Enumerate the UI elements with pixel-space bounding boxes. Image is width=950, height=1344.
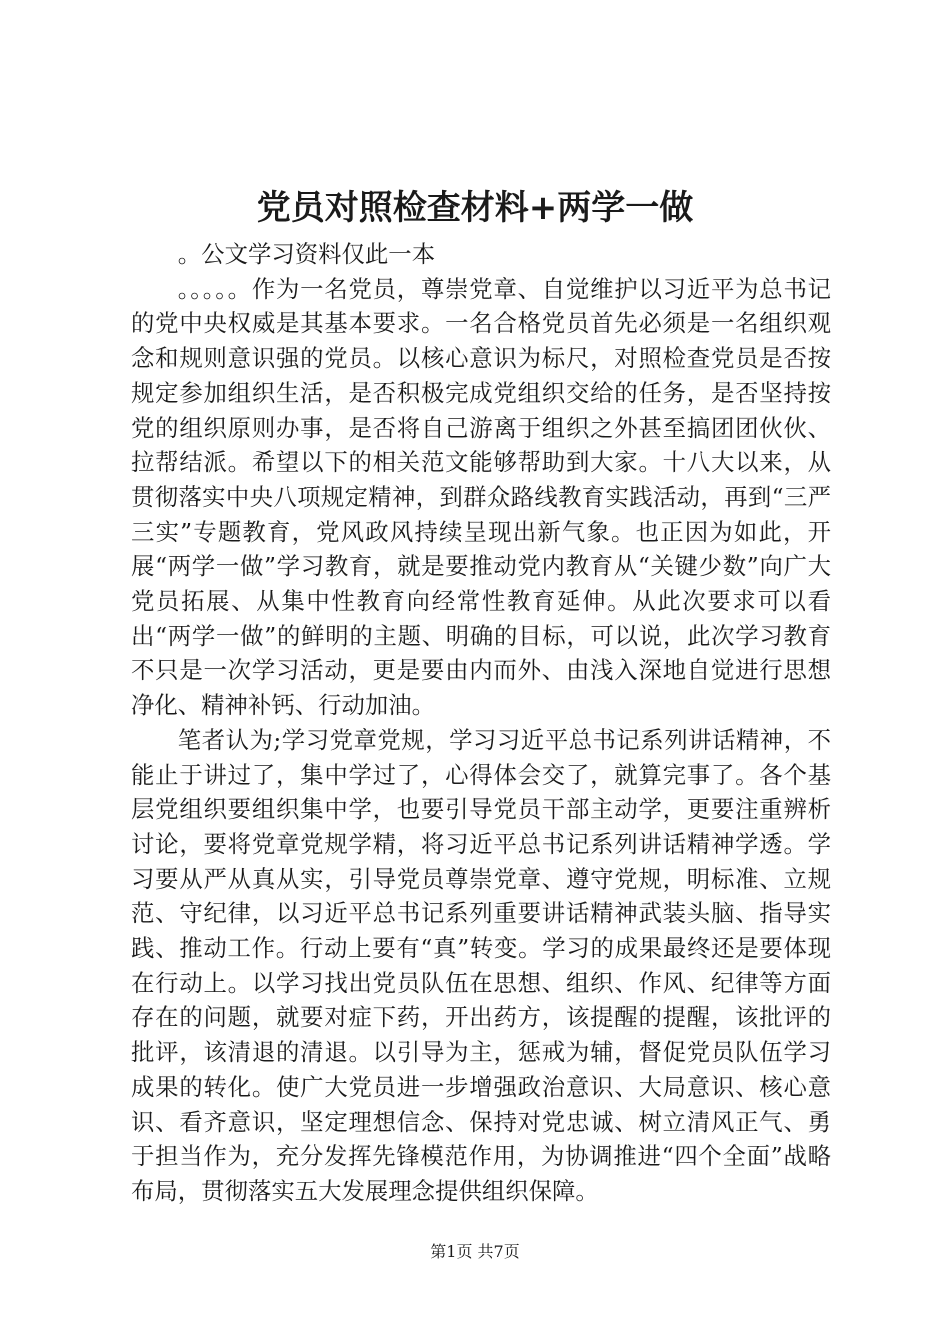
page-number-footer: 第1页 共7页 xyxy=(430,1242,520,1261)
paragraph-1: 。。。。。作为一名党员，尊崇党章、自觉维护以习近平为总书记的党中央权威是其基本要求。一名合格党员首先必须是一名组织观念和规则意识强的党员。以核心意识为标尺，对照检查党员是否按规定参加组织生活，是否积极完成党组织交给的任务，是否坚持按党的组织原则办事，是否将自己游离于组织之外甚至搞团团伙伙、拉帮结派。希望以下的相关范文能够帮助到大家。十八大以来，从贯彻落实中央八项规定精神，到群众路线教育实践活动，再到“三严三实”专题教育，党风政风持续呈现出新气象。也正因为如此，开展“两学一做”学习教育，就是要推动党内教育从“关键少数”向广大党员拓展、从集中性教育向经常性教育延伸。从此次要求可以看出“两学一做”的鲜明的主题、明确的目标，可以说，此次学习教育不只是一次学习活动，更是要由内而外、由浅入深地自觉进行思想净化、精神补钙、行动加油。 xyxy=(131,274,831,720)
document-title: 党员对照检查材料+两学一做 xyxy=(256,188,694,228)
subtitle-line: 。公文学习资料仅此一本 xyxy=(177,240,436,268)
document-body xyxy=(131,237,831,1209)
paragraph-2: 笔者认为;学习党章党规，学习习近平总书记系列讲话精神，不能止于讲过了，集中学过了，心得体会交了，就算完事了。各个基层党组织要组织集中学，也要引导党员干部主动学，更要注重辨析讨论，要将党章党规学精，将习近平总书记系列讲话精神学透。学习要从严从真从实，引导党员尊崇党章、遵守党规，明标准、立规范、守纪律，以习近平总书记系列重要讲话精神武装头脑、指导实践、推动工作。行动上要有“真”转变。学习的成果最终还是要体现在行动上。以学习找出党员队伍在思想、组织、作风、纪律等方面存在的问题，就要对症下药，开出药方，该提醒的提醒，该批评的批评，该清退的清退。以引导为主，惩戒为辅，督促党员队伍学习成果的转化。使广大党员进一步增强政治意识、大局意识、核心意识、看齐意识，坚定理想信念、保持对党忠诚、树立清风正气、勇于担当作为，充分发挥先锋模范作用，为协调推进“四个全面”战略布局，贯彻落实五大发展理念提供组织保障。 xyxy=(131,725,831,1205)
